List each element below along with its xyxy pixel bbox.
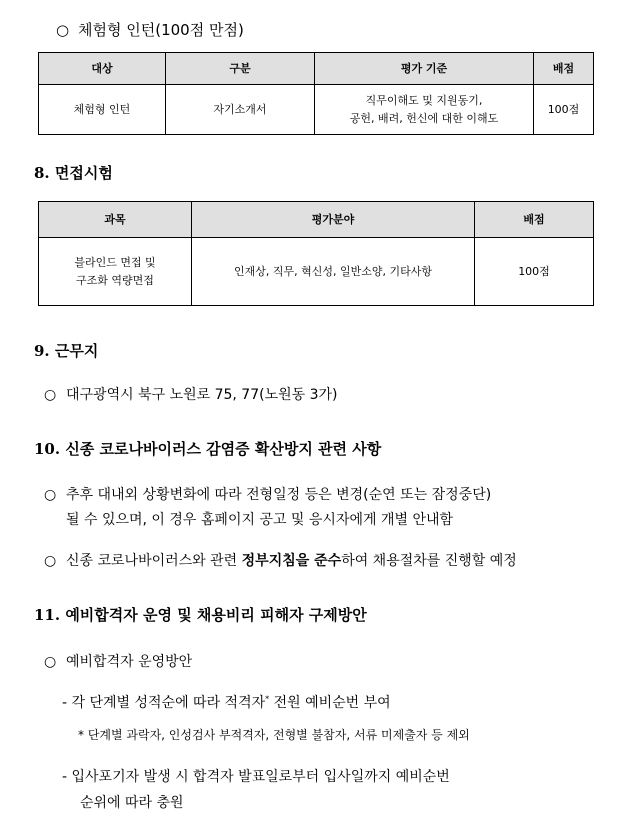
cell-score: 100점 [475,238,594,306]
covid-section-title: 10. 신종 코로나바이러스 감염증 확산방지 관련 사항 [34,440,382,458]
reserve-subheading [44,651,192,671]
covid-item-2-emphasis: 정부지침을 준수 [241,553,342,569]
reserve-dash-1 [62,692,391,712]
cell-category: 자기소개서 [166,85,315,135]
covid-item-1 [44,484,491,504]
header-fields: 평가분야 [192,202,475,238]
reserve-dash-2-line-1: - 입사포기자 발생 시 합격자 발표일로부터 입사일까지 예비순번 [62,769,450,785]
table-row [39,85,594,135]
header-criteria: 평가 기준 [315,53,534,85]
reserve-dash-2-line-2: 순위에 따라 충원 [80,795,184,811]
intern-score-table [38,52,594,135]
covid-item-2-pre: 신종 코로나바이러스와 관련 [66,553,242,569]
table-row [39,238,594,306]
workplace-section-title: 9. 근무지 [34,342,99,360]
circle-bullet-icon: ○ [44,387,57,403]
workplace-address [44,384,338,404]
dash-1-post: 전원 예비순번 부여 [269,695,391,711]
intern-heading [56,19,244,40]
circle-bullet-icon: ○ [44,654,57,670]
dash-1-pre: - 각 단계별 성적순에 따라 적격자 [62,695,266,711]
subject-line-2: 구조화 역량면접 [76,273,154,287]
reserve-section-title: 11. 예비합격자 운영 및 채용비리 피해자 구제방안 [34,606,367,624]
dash-1-asterisk: * [265,694,270,704]
header-score: 배점 [475,202,594,238]
cell-fields: 인재상, 직무, 혁신성, 일반소양, 기타사항 [192,238,475,306]
circle-bullet-icon: ○ [44,487,57,503]
header-subject: 과목 [39,202,192,238]
header-target: 대상 [39,53,166,85]
reserve-subheading-text: 예비합격자 운영방안 [66,654,193,670]
reserve-note: * 단계별 과락자, 인성검사 부적격자, 전형별 불참자, 서류 미제출자 등 제외 [78,728,470,742]
interview-table [38,201,594,306]
circle-bullet-icon: ○ [44,553,57,569]
cell-target: 체험형 인턴 [39,85,166,135]
circle-bullet-icon: ○ [56,21,70,39]
covid-item-2 [44,550,517,570]
cell-criteria [315,85,534,135]
header-score: 배점 [534,53,594,85]
covid-item-1-line-2: 될 수 있으며, 이 경우 홈페이지 공고 및 응시자에게 개별 안내함 [66,512,454,528]
criteria-line-2: 공헌, 배려, 헌신에 대한 이해도 [349,111,499,125]
criteria-line-1: 직무이해도 및 지원동기, [365,93,483,107]
interview-section-title: 8. 면접시험 [34,164,113,182]
intern-heading-text: 체험형 인턴(100점 만점) [78,21,244,39]
cell-subject [39,238,192,306]
header-category: 구분 [166,53,315,85]
covid-item-2-post: 하여 채용절차를 진행할 예정 [341,553,517,569]
cell-score: 100점 [534,85,594,135]
subject-line-1: 블라인드 면접 및 [74,255,156,269]
covid-item-1-line-1: 추후 대내외 상황변화에 따라 전형일정 등은 변경(순연 또는 잠정중단) [66,487,492,503]
address-text: 대구광역시 북구 노원로 75, 77(노원동 3가) [66,387,338,403]
